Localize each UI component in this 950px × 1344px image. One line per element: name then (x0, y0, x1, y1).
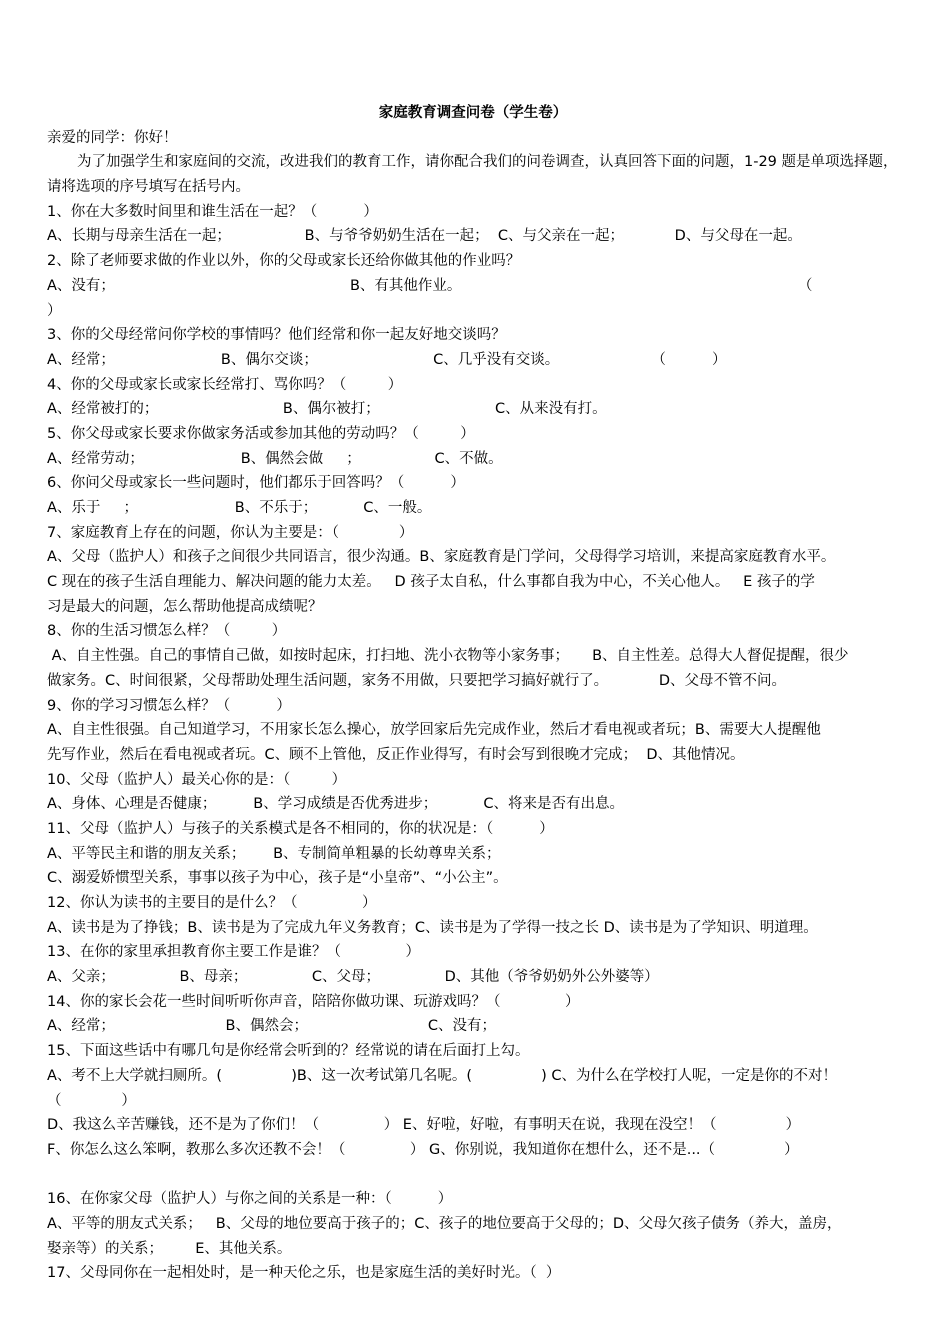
question-4: 4、你的父母或家长或家长经常打、骂你吗？（ ） (47, 376, 403, 393)
question-15-options-line-1: A、考不上大学就扫厕所。( )B、这一次考试第几名呢。( ) C、为什么在学校打人呢，一定是你的不对！ (47, 1067, 837, 1084)
question-15-options-line-4: F、你怎么这么笨啊，教那么多次还教不会！（ ） G、你别说，我知道你在想什么，还不是...（ ） (47, 1141, 799, 1158)
question-6: 6、你问父母或家长一些问题时，他们都乐于回答吗？（ ） (47, 475, 465, 492)
question-14: 14、你的家长会花一些时间听听你声音，陪陪你做功课、玩游戏吗？（ ） (47, 993, 580, 1010)
question-11: 11、父母（监护人）与孩子的关系模式是各不相同的，你的状况是：（ ） (47, 820, 554, 837)
question-12: 12、你认为读书的主要目的是什么？（ ） (47, 895, 377, 912)
question-11-options-line-2: C、溺爱娇惯型关系，事事以孩子为中心，孩子是“小皇帝”、“小公主”。 (47, 870, 508, 887)
question-9-options-line-2: 先写作业，然后在看电视或者玩。C、顾不上管他，反正作业得写，有时会写到很晚才完成； D、其他情况。 (47, 746, 745, 763)
question-13-options: A、父亲； B、母亲； C、父母； D、其他（爷爷奶奶外公外婆等） (47, 969, 659, 986)
question-16-options-line-1: A、平等的朋友式关系； B、父母的地位要高于孩子的；C、孩子的地位要高于父母的；D、父母欠孩子债务（养大，盖房， (47, 1215, 842, 1232)
question-8-options-line-2: 做家务。C、时间很紧，父母帮助处理生活问题，家务不用做，只要把学习搞好就行了。 D、父母不管不问。 (47, 672, 786, 689)
document-title: 家庭教育调查问卷（学生卷） (378, 105, 568, 121)
question-16: 16、在你家父母（监护人）与你之间的关系是一种：（ ） (47, 1191, 453, 1208)
question-15: 15、下面这些话中有哪几句是你经常会听到的？经常说的请在后面打上勾。 (47, 1043, 530, 1060)
question-9-options-line-1: A、自主性很强。自己知道学习，不用家长怎么操心，放学回家后先完成作业，然后才看电视或者玩；B、需要大人提醒他 (47, 722, 821, 739)
question-14-options: A、经常； B、偶然会； C、没有； (47, 1018, 496, 1035)
question-16-options-line-2: 娶亲等）的关系； E、其他关系。 (47, 1240, 292, 1257)
question-8: 8、你的生活习惯怎么样？（ ） (47, 623, 287, 640)
question-12-options: A、读书是为了挣钱；B、读书是为了完成九年义务教育；C、读书是为了学得一技之长 D、读书是为了学知识、明道理。 (47, 919, 818, 936)
question-8-options-line-1: A、自主性强。自己的事情自己做，如按时起床，打扫地、洗小衣物等小家务事； B、自主性差。总得大人督促提醒，很少 (47, 648, 849, 665)
question-17: 17、父母同你在一起相处时，是一种天伦之乐，也是家庭生活的美好时光。（ ） (47, 1265, 561, 1282)
question-2-options: A、没有； B、有其他作业。 （ (47, 277, 813, 294)
question-6-options: A、乐于 ； B、不乐于； C、一般。 (47, 500, 432, 517)
question-2-bracket: ） (47, 302, 62, 319)
question-4-options: A、经常被打的； B、偶尔被打； C、从来没有打。 (47, 401, 607, 418)
spacer (47, 1163, 909, 1188)
intro-paragraph: 为了加强学生和家庭间的交流，改进我们的教育工作，请你配合我们的问卷调查，认真回答下面的问题，1-29 题是单项选择题，请将选项的序号填写在括号内。 (47, 154, 898, 196)
question-11-options-line-1: A、平等民主和谐的朋友关系； B、专制简单粗暴的长幼尊卑关系； (47, 845, 501, 862)
question-15-options-line-2: （ ） (47, 1092, 136, 1109)
question-9: 9、你的学习习惯怎么样？（ ） (47, 697, 291, 714)
questionnaire-document (47, 101, 909, 1286)
question-2: 2、除了老师要求做的作业以外，你的父母或家长还给你做其他的作业吗？ (47, 253, 521, 270)
greeting: 亲爱的同学：你好！ (47, 129, 178, 146)
question-1-options: A、长期与母亲生活在一起； B、与爷爷奶奶生活在一起； C、与父亲在一起； D、与父母在一起。 (47, 228, 802, 245)
question-10: 10、父母（监护人）最关心你的是：（ ） (47, 771, 347, 788)
question-3-options: A、经常； B、偶尔交谈； C、几乎没有交谈。 （ ） (47, 351, 727, 368)
question-13: 13、在你的家里承担教育你主要工作是谁？（ ） (47, 944, 420, 961)
question-15-options-line-3: D、我这么辛苦赚钱，还不是为了你们！（ ） E、好啦，好啦，有事明天在说，我现在没空！（ ） (47, 1117, 801, 1134)
question-1: 1、你在大多数时间里和谁生活在一起？（ ） (47, 203, 378, 220)
question-5-options: A、经常劳动； B、偶然会做 ； C、不做。 (47, 450, 503, 467)
question-7-options-line-2: C 现在的孩子生活自理能力、解决问题的能力太差。 D 孩子太自私，什么事都自我为中心，不关心他人。 E 孩子的学 (47, 574, 815, 591)
question-7-options-line-3: 习是最大的问题，怎么帮助他提高成绩呢？ (47, 598, 323, 615)
question-7: 7、家庭教育上存在的问题，你认为主要是：（ ） (47, 524, 414, 541)
question-5: 5、你父母或家长要求你做家务活或参加其他的劳动吗？（ ） (47, 425, 475, 442)
question-7-options-line-1: A、父母（监护人）和孩子之间很少共同语言，很少沟通。B、家庭教育是门学问，父母得学习培训，来提高家庭教育水平。 (47, 549, 836, 566)
question-10-options: A、身体、心理是否健康； B、学习成绩是否优秀进步； C、将来是否有出息。 (47, 796, 624, 813)
question-3: 3、你的父母经常问你学校的事情吗？他们经常和你一起友好地交谈吗？ (47, 327, 506, 344)
